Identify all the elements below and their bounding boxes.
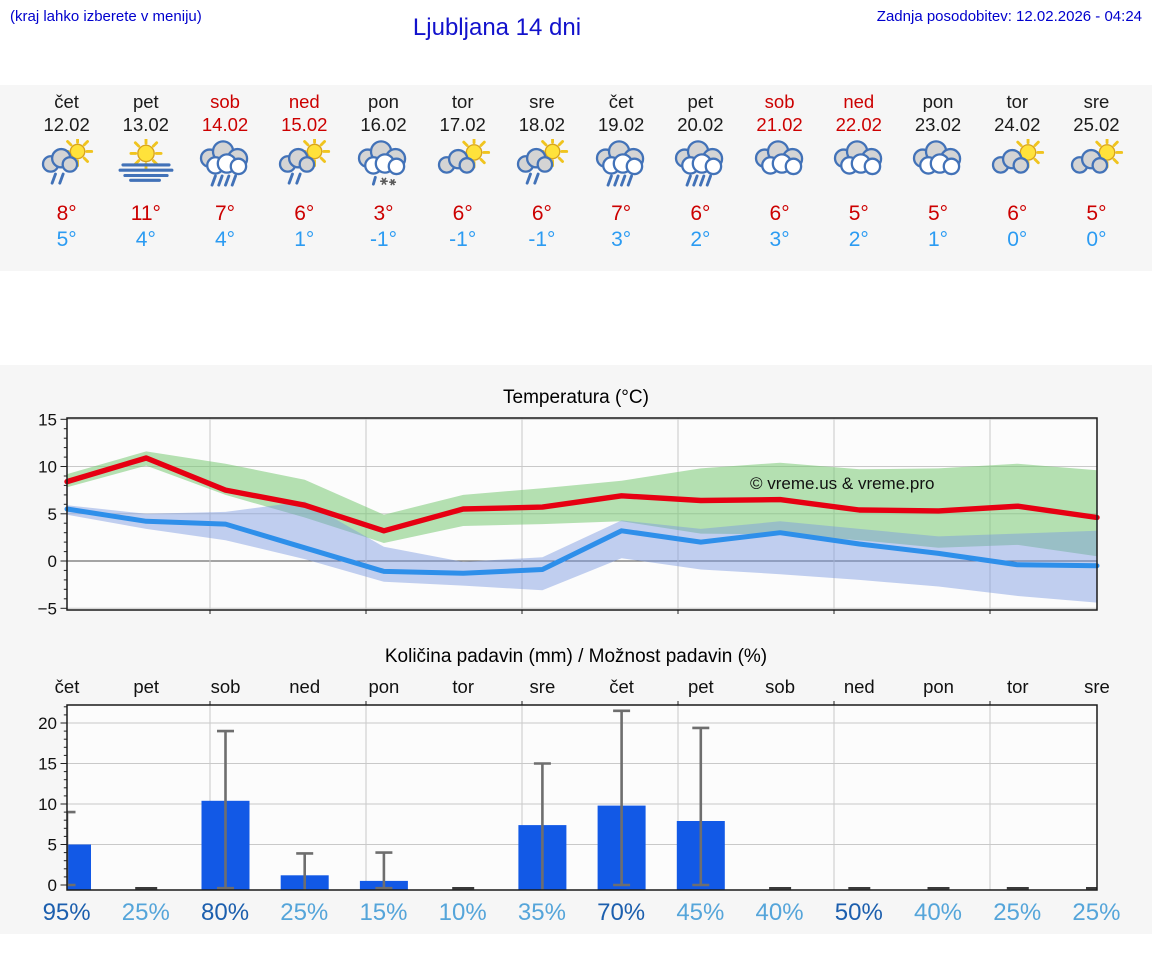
precip-zero-dash (848, 887, 870, 889)
low-temp: 1° (927, 228, 949, 251)
low-temp: -1° (369, 228, 398, 251)
day-name: sre (529, 91, 555, 112)
charts-section (0, 365, 1152, 934)
high-temp: 7° (215, 202, 236, 225)
svg-text:0: 0 (47, 876, 57, 895)
day-name: tor (1006, 91, 1029, 112)
clouds-rain-icon (185, 136, 264, 197)
precip-zero-dash (769, 887, 791, 889)
svg-text:čet: čet (609, 676, 634, 697)
svg-text:sre: sre (1084, 676, 1110, 697)
svg-text:15: 15 (38, 410, 57, 430)
svg-text:ned: ned (289, 676, 321, 697)
clouds-icon (898, 136, 977, 197)
day-date: 15.02 (281, 114, 328, 135)
watermark: © vreme.us & vreme.pro (750, 474, 935, 493)
low-temp: 0° (1007, 228, 1028, 251)
precip-probability: 70% (597, 899, 646, 926)
forecast-day (898, 90, 977, 271)
precip-probability: 15% (359, 899, 408, 926)
clouds-rain-icon (661, 136, 740, 197)
svg-text:20: 20 (38, 714, 57, 733)
forecast-day (740, 90, 819, 271)
day-date: 25.02 (1073, 114, 1120, 135)
low-temp: 2° (690, 228, 711, 251)
high-temp: 6° (452, 202, 473, 225)
forecast-day (819, 90, 898, 271)
precip-probability: 80% (201, 899, 250, 926)
day-name: čet (54, 91, 79, 112)
svg-text:sob: sob (210, 676, 241, 697)
forecast-day (1057, 90, 1136, 271)
svg-text:čet: čet (54, 676, 80, 697)
precipitation-chart (0, 668, 1152, 900)
day-date: 16.02 (360, 114, 407, 135)
clouds-icon (819, 136, 898, 197)
day-name: čet (608, 91, 634, 112)
svg-text:−5: −5 (37, 599, 57, 619)
precip-zero-dash (1007, 887, 1029, 889)
temp-y-labels (38, 410, 57, 618)
high-temp: 5° (1086, 202, 1107, 225)
day-date: 23.02 (914, 114, 962, 135)
svg-text:0: 0 (47, 552, 57, 571)
precip-probability: 35% (517, 899, 566, 926)
low-temp: 4° (215, 228, 236, 251)
high-temp: 6° (1007, 202, 1028, 225)
forecast-day (265, 90, 344, 271)
svg-text:10: 10 (38, 795, 57, 814)
day-name: pon (368, 91, 399, 112)
svg-text:5: 5 (47, 835, 57, 855)
high-temp: 8° (56, 202, 77, 225)
day-name: pet (132, 91, 159, 112)
temperature-chart (0, 410, 1152, 630)
sun-cloud-rain-icon (265, 136, 344, 197)
forecast-day (423, 90, 502, 271)
high-temp: 6° (769, 202, 790, 225)
high-temp: 6° (294, 202, 315, 225)
day-name: tor (451, 91, 474, 112)
clouds-sleet-icon (344, 136, 423, 197)
high-temp: 7° (611, 202, 632, 225)
day-name: ned (288, 91, 320, 112)
svg-text:pon: pon (368, 676, 400, 697)
day-date: 18.02 (518, 114, 566, 135)
low-temp: 3° (769, 228, 790, 251)
day-date: 24.02 (994, 114, 1041, 135)
sun-cloud-icon (1057, 136, 1136, 197)
low-temp: -1° (528, 228, 556, 251)
low-temp: 0° (1086, 228, 1107, 251)
precip-probability: 10% (438, 899, 487, 926)
forecast-day (661, 90, 740, 271)
day-date: 19.02 (597, 114, 645, 135)
precip-probability: 45% (676, 899, 725, 926)
page-title: Ljubljana 14 dni (412, 14, 582, 41)
day-name: ned (843, 91, 875, 112)
low-temp: -1° (449, 228, 477, 251)
svg-text:tor: tor (1007, 676, 1029, 697)
low-temp: 5° (56, 228, 77, 251)
precip-probability: 25% (280, 899, 329, 926)
high-temp: 6° (690, 202, 711, 225)
high-temp: 3° (373, 202, 394, 225)
forecast-day (106, 90, 185, 271)
day-name: sob (210, 91, 240, 112)
day-date: 21.02 (756, 114, 803, 135)
high-temp: 11° (130, 202, 161, 225)
forecast-day (185, 90, 264, 271)
svg-text:ned: ned (843, 676, 875, 697)
day-date: 22.02 (835, 114, 882, 135)
svg-text:sre: sre (529, 676, 556, 697)
precip-probability: 95% (42, 899, 91, 926)
clouds-rain-icon (582, 136, 661, 197)
sun-fog-icon (106, 136, 185, 197)
sun-cloud-icon (423, 136, 502, 197)
forecast-day (27, 90, 106, 271)
sun-cloud-rain-icon (502, 136, 581, 197)
precip-zero-dash (452, 887, 474, 889)
svg-text:sob: sob (765, 676, 796, 697)
svg-text:pon: pon (923, 676, 954, 697)
high-temp: 6° (531, 202, 552, 225)
precip-probability: 40% (755, 899, 804, 926)
precip-chart-title: Količina padavin (mm) / Možnost padavin (%) (384, 646, 768, 667)
sun-cloud-rain-icon (27, 136, 106, 197)
precip-probability: 25% (993, 899, 1042, 926)
precip-probability: 50% (834, 899, 883, 926)
day-date: 13.02 (122, 114, 169, 135)
menu-hint-link[interactable]: (kraj lahko izberete v meniju) (10, 8, 202, 25)
svg-text:15: 15 (38, 754, 57, 774)
high-temp: 5° (927, 202, 949, 225)
precip-probability: 25% (121, 899, 170, 926)
forecast-strip (0, 85, 1152, 271)
svg-text:tor: tor (452, 676, 474, 697)
low-temp: 2° (848, 228, 869, 251)
precip-probability: 40% (913, 899, 963, 926)
precip-probability-row (0, 898, 1152, 928)
day-name: sob (764, 91, 795, 112)
low-temp: 3° (611, 228, 632, 251)
sun-cloud-icon (978, 136, 1057, 197)
day-date: 20.02 (677, 114, 724, 135)
day-name: pet (687, 91, 714, 112)
low-temp: 4° (135, 228, 156, 251)
svg-text:pet: pet (133, 676, 160, 697)
day-date: 14.02 (201, 114, 249, 135)
high-temp: 5° (848, 202, 869, 225)
svg-text:5: 5 (47, 504, 57, 524)
svg-text:10: 10 (38, 457, 57, 477)
forecast-day (502, 90, 581, 271)
precip-day-labels (55, 676, 1110, 697)
low-temp: 1° (294, 228, 315, 251)
day-date: 17.02 (439, 114, 486, 135)
day-name: sre (1083, 91, 1110, 112)
last-update: Zadnja posodobitev: 12.02.2026 - 04:24 (876, 8, 1142, 25)
precip-y-labels (38, 714, 57, 895)
day-date: 12.02 (43, 114, 90, 135)
day-name: pon (922, 91, 954, 112)
clouds-icon (740, 136, 819, 197)
precip-probability: 25% (1072, 899, 1121, 926)
forecast-day (978, 90, 1057, 271)
forecast-day (344, 90, 423, 271)
forecast-day (582, 90, 661, 271)
temperature-chart-title: Temperatura (°C) (503, 387, 649, 408)
precip-zero-dash (928, 887, 950, 889)
precip-zero-dash (135, 887, 157, 889)
svg-text:pet: pet (687, 676, 714, 697)
